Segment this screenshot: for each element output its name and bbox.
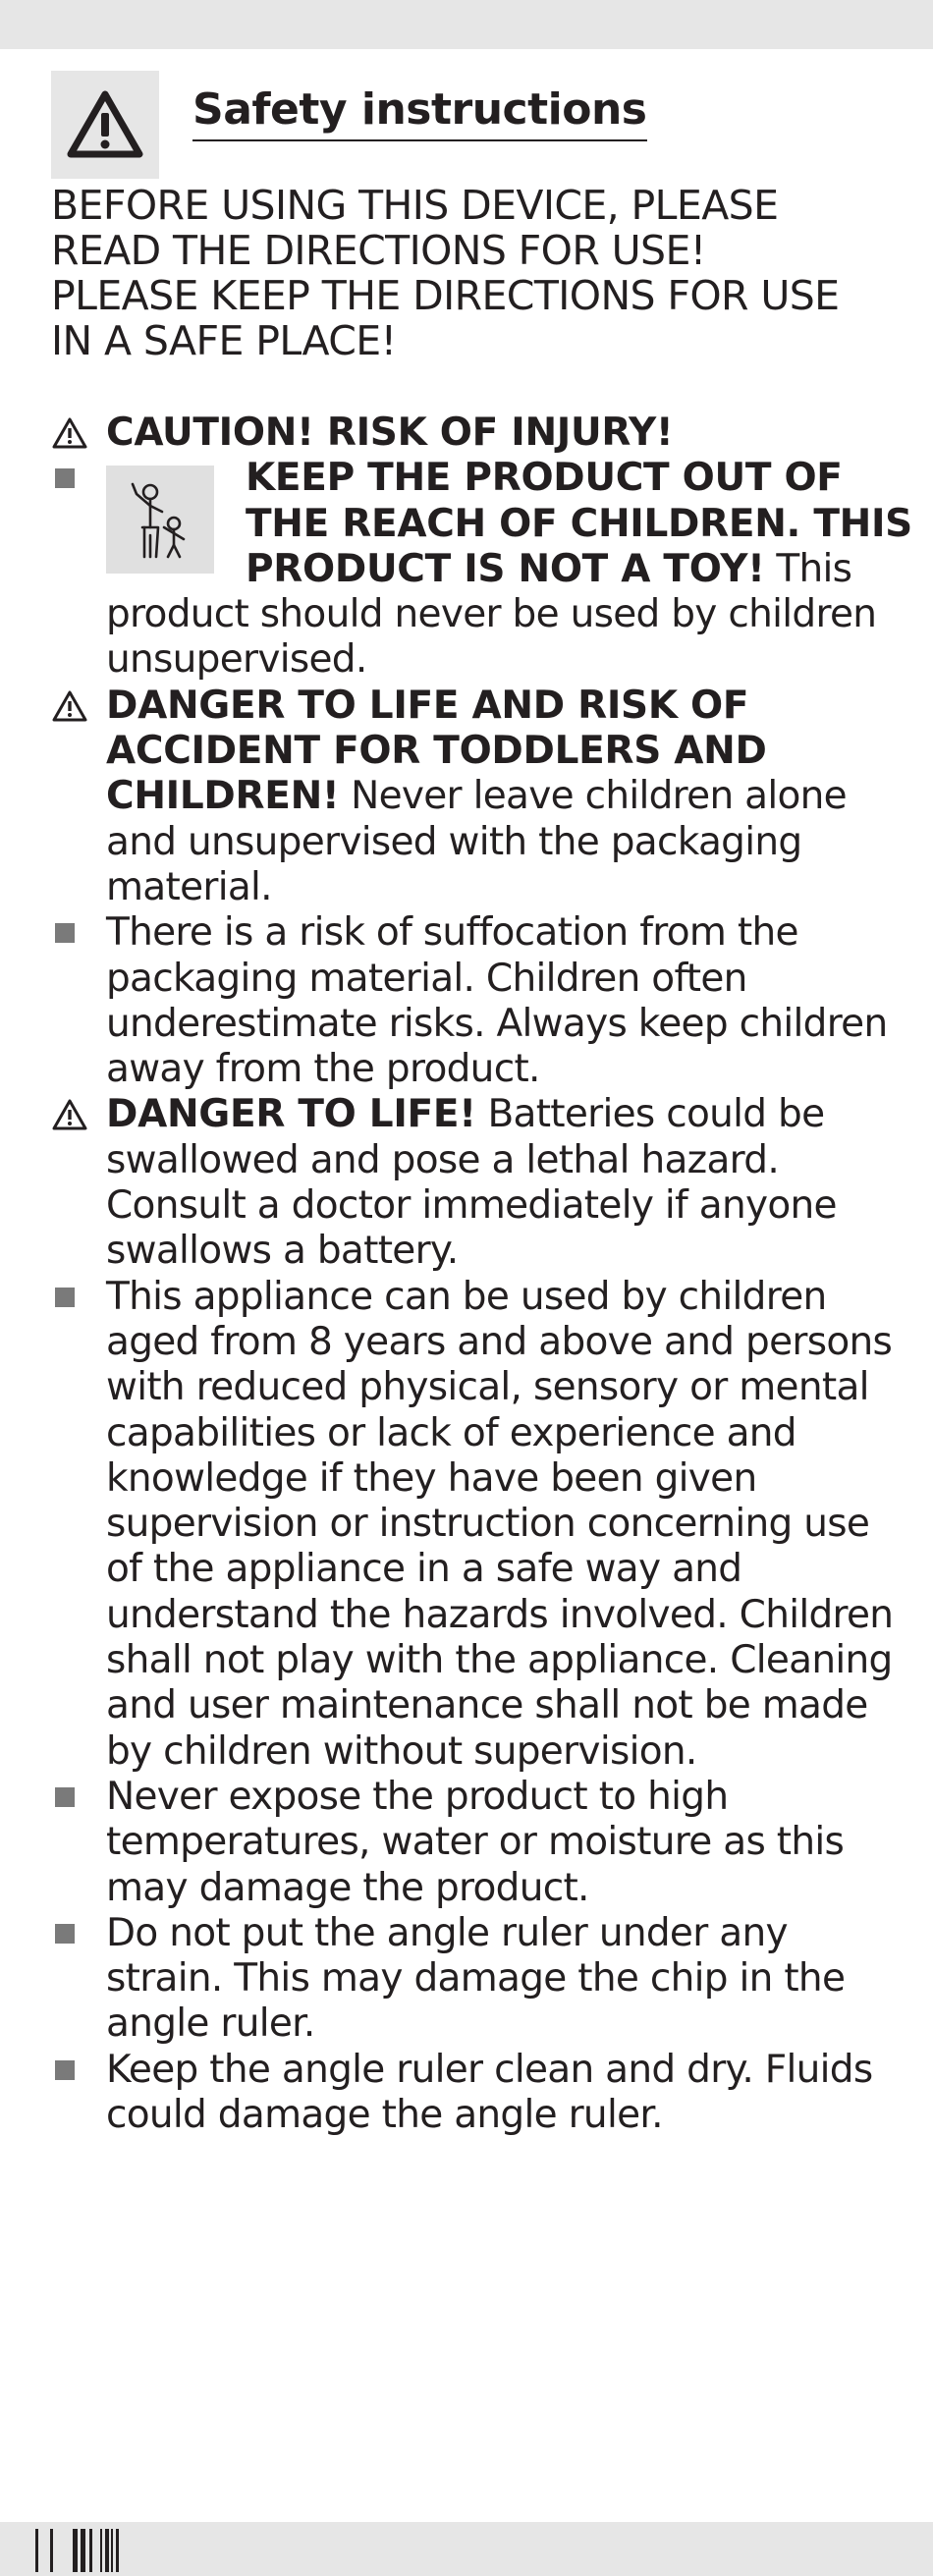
square-bullet-icon xyxy=(51,910,90,956)
intro-line: PLEASE KEEP THE DIRECTIONS FOR USE xyxy=(51,272,840,319)
item-bold-text: KEEP THE PRODUCT OUT OF THE REACH OF CHILDREN. THIS PRODUCT IS NOT A TOY! xyxy=(246,456,912,591)
item-text: Never leave children alone and unsupervised with the packaging material. xyxy=(106,774,847,909)
safety-list xyxy=(51,411,915,2138)
list-item xyxy=(51,1775,915,1911)
item-bold-text: DANGER TO LIFE! xyxy=(106,1092,476,1137)
list-item xyxy=(51,411,915,456)
square-bullet-icon xyxy=(51,1775,90,1820)
warning-triangle-icon xyxy=(51,71,159,179)
item-text: Never expose the product to high temperatures, water or moisture as this may damage the product. xyxy=(106,1774,845,1910)
warning-icon xyxy=(51,1092,90,1137)
item-text: There is a risk of suffocation from the packaging material. Children often underestimate risks. Always keep children away from the product. xyxy=(106,910,888,1092)
intro-line: IN A SAFE PLACE! xyxy=(51,317,397,364)
square-bullet-icon xyxy=(51,2048,90,2093)
intro-line: BEFORE USING THIS DEVICE, PLEASE xyxy=(51,182,779,229)
children-icon xyxy=(106,466,214,574)
intro-text xyxy=(51,183,915,363)
bottom-band xyxy=(0,2522,933,2576)
square-bullet-icon xyxy=(51,456,90,501)
barcode-mark xyxy=(35,2529,119,2572)
warning-icon xyxy=(51,684,90,729)
item-text: This appliance can be used by children aged from 8 years and above and persons with reduced physical, sensory or mental capabilities or lack of experience and knowledge if they have been given supervision or instruction concerning use of the appliance in a safe way and understand the hazards involved. Children shall not play with the appliance. Cleaning and user maintenance shall not be made by children without supervision. xyxy=(106,1274,894,1774)
item-bold-text: DANGER TO LIFE AND RISK OF ACCIDENT FOR TODDLERS AND CHILDREN! xyxy=(106,683,767,819)
top-band xyxy=(0,0,933,49)
item-text: Do not put the angle ruler under any strain. This may damage the chip in the angle ruler. xyxy=(106,1910,846,2047)
item-text: Keep the angle ruler clean and dry. Fluids could damage the angle ruler. xyxy=(106,2047,873,2137)
list-item xyxy=(51,684,915,910)
item-text: This product should never be used by children unsupervised. xyxy=(106,546,877,683)
list-item xyxy=(51,456,915,683)
list-item xyxy=(51,1092,915,1274)
warning-icon xyxy=(51,411,90,456)
list-item xyxy=(51,910,915,1092)
list-item xyxy=(51,1275,915,1775)
intro-line: READ THE DIRECTIONS FOR USE! xyxy=(51,227,706,274)
square-bullet-icon xyxy=(51,1911,90,1956)
item-text: Batteries could be swallowed and pose a lethal hazard. Consult a doctor immediately if anyone swallows a battery. xyxy=(106,1092,837,1274)
list-item xyxy=(51,1911,915,2048)
page-title: Safety instructions xyxy=(192,86,647,141)
item-bold-text: CAUTION! RISK OF INJURY! xyxy=(106,411,674,455)
list-item xyxy=(51,2048,915,2139)
square-bullet-icon xyxy=(51,1275,90,1320)
